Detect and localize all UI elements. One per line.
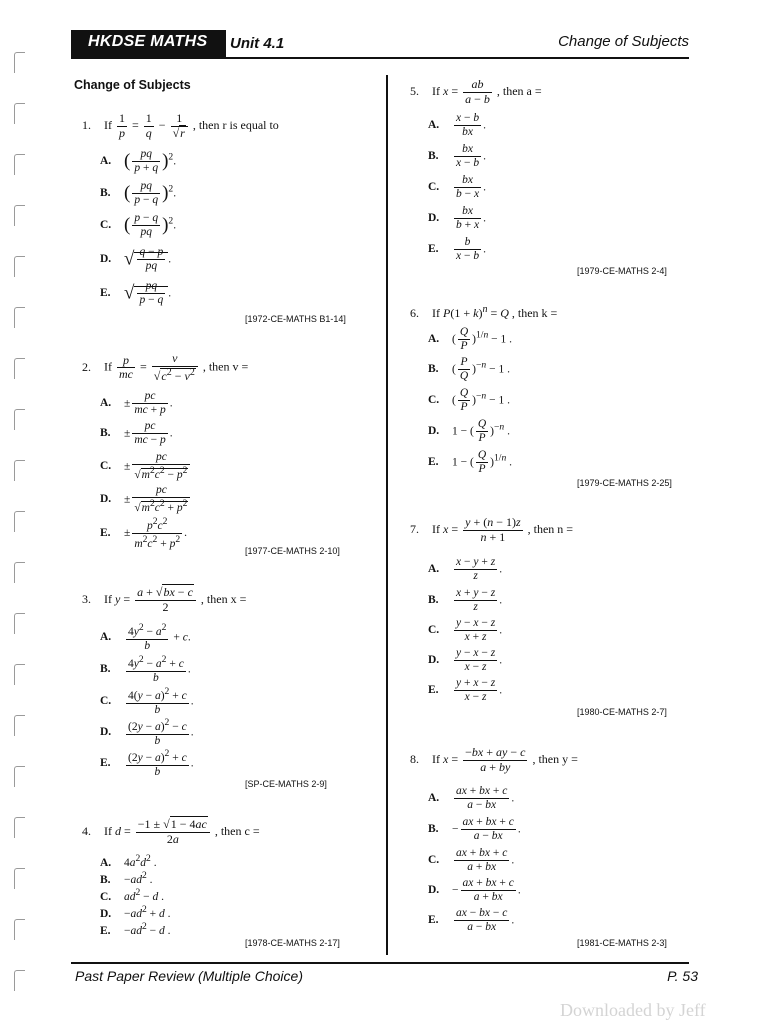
question-8-source: [1981-CE-MATHS 2-3]: [577, 938, 667, 948]
question-1-option-e: E. √ $\frac{pq}{p - q}$ .: [100, 280, 172, 307]
question-1: 1. If $\frac{1}{p}$ = $\frac{1}{q}$ − $\frac{1}{√r}$ , then r is equal to: [82, 111, 279, 140]
question-8-option-e: E. $\frac{ax - bx - c}{a - bx}$ .: [428, 907, 515, 934]
question-4-option-d: D. $-ad^2 + d$ .: [100, 904, 171, 920]
question-2-option-e: E. ± $\frac{p^2c^2}{m^2c^2 + p^2}$ .: [100, 516, 187, 550]
question-7-option-b: B. $\frac{x + y - z}{z}$ .: [428, 587, 503, 614]
question-5-text: , then a =: [496, 84, 542, 99]
question-8: 8. If x = $\frac{-bx + ay - c}{a + by}$ , then y =: [410, 745, 578, 774]
page-number: P. 53: [667, 968, 698, 984]
question-3-option-b: B. $\frac{4y^2 - a^2 + c}{b}$ .: [100, 654, 191, 685]
watermark: Downloaded by Jeff: [560, 1000, 706, 1020]
question-4-option-e: E. $-ad^2 - d$ .: [100, 921, 171, 937]
question-6-option-c: C. ( $\frac{Q}{P}$ )$^{-n}$ − 1 .: [428, 387, 510, 414]
question-7-option-a: A. $\frac{x - y + z}{z}$ .: [428, 556, 503, 583]
question-6-option-d: D. 1 − ( $\frac{Q}{P}$ )$^{-n}$ .: [428, 418, 510, 445]
question-1-option-a: A. ( $\frac{pq}{p + q}$ )$^2$.: [100, 148, 177, 175]
question-7-option-c: C. $\frac{y - x - z}{x + z}$ .: [428, 617, 503, 644]
question-1-text: , then r is equal to: [192, 118, 279, 133]
question-8-option-b: B. − $\frac{ax + bx + c}{a - bx}$ .: [428, 816, 521, 843]
question-2: 2. If $\frac{p}{mc}$ = $\frac{v}{√c^2 - v^2}$ , then v =: [82, 351, 249, 383]
question-2-option-c: C. ± $\frac{pc}{√m^2c^2 - p^2}$: [100, 451, 192, 482]
question-7-source: [1980-CE-MATHS 2-7]: [577, 707, 667, 717]
question-8-option-c: C. $\frac{ax + bx + c}{a + bx}$ .: [428, 847, 515, 874]
question-2-option-a: A. ± $\frac{pc}{mc + p}$ .: [100, 390, 173, 417]
question-6-option-a: A. ( $\frac{Q}{P}$ )$^{1/n}$ − 1 .: [428, 326, 512, 353]
question-7: 7. If x = $\frac{y + (n - 1)z}{n + 1}$ , then n =: [410, 515, 574, 544]
question-8-text: , then y =: [532, 752, 578, 767]
question-2-option-d: D. ± $\frac{pc}{√m^2c^2 + p^2}$: [100, 484, 192, 515]
question-6-text: , then k =: [511, 306, 558, 320]
question-5-option-a: A. $\frac{x - b}{bx}$ .: [428, 112, 486, 139]
question-3-source: [SP-CE-MATHS 2-9]: [245, 779, 327, 789]
header-rule: [71, 57, 689, 59]
question-4-text: , then c =: [214, 824, 260, 839]
question-3-option-a: A. $\frac{4y^2 - a^2}{b}$ + c.: [100, 622, 191, 653]
question-7-option-e: E. $\frac{y + x - z}{x - z}$ .: [428, 677, 503, 704]
question-5-option-d: D. $\frac{bx}{b + x}$ .: [428, 205, 486, 232]
question-5-option-c: C. $\frac{bx}{b - x}$ .: [428, 174, 486, 201]
question-6-option-b: B. ( $\frac{P}{Q}$ )$^{-n}$ − 1 .: [428, 356, 510, 383]
question-8-option-d: D. − $\frac{ax + bx + c}{a + bx}$ .: [428, 877, 521, 904]
question-7-text: , then n =: [527, 522, 574, 537]
question-3-option-c: C. $\frac{4(y - a)^2 + c}{b}$ .: [100, 686, 194, 717]
question-4-option-b: B. $-ad^2$ .: [100, 870, 153, 886]
section-title: Change of Subjects: [74, 78, 191, 92]
question-3-option-e: E. $\frac{(2y - a)^2 + c}{b}$ .: [100, 748, 194, 779]
question-5-option-e: E. $\frac{b}{x - b}$ .: [428, 236, 486, 263]
question-3-text: , then x =: [200, 592, 247, 607]
question-3: 3. If y = $\frac{a + √bx - c}{2}$ , then x =: [82, 585, 247, 614]
question-5-option-b: B. $\frac{bx}{x - b}$ .: [428, 143, 486, 170]
question-4-option-c: C. $ad^2 - d$ .: [100, 887, 165, 903]
question-6: 6. If $P(1 + k)^n = Q$ , then k =: [410, 304, 558, 320]
question-7-option-d: D. $\frac{y - x - z}{x - z}$ .: [428, 647, 503, 674]
question-2-text: , then v =: [202, 359, 249, 374]
binder-margin: [0, 0, 40, 1024]
question-8-option-a: A. $\frac{ax + bx + c}{a - bx}$ .: [428, 785, 515, 812]
question-2-source: [1977-CE-MATHS 2-10]: [245, 546, 340, 556]
column-divider: [386, 75, 388, 955]
question-1-option-c: C. ( $\frac{p - q}{pq}$ )$^2$.: [100, 212, 177, 239]
question-4-source: [1978-CE-MATHS 2-17]: [245, 938, 340, 948]
question-6-option-e: E. 1 − ( $\frac{Q}{P}$ )$^{1/n}$ .: [428, 449, 512, 476]
question-4: 4. If d = $\frac{-1 \pm √1 - 4ac}{2a}$ , then c =: [82, 817, 260, 846]
question-1-option-b: B. ( $\frac{pq}{p - q}$ )$^2$.: [100, 180, 177, 207]
question-1-source: [1972-CE-MATHS B1-14]: [245, 314, 346, 324]
footer-rule: [71, 962, 689, 964]
question-6-source: [1979-CE-MATHS 2-25]: [577, 478, 672, 488]
question-2-option-b: B. ± $\frac{pc}{mc - p}$ .: [100, 420, 173, 447]
question-1-option-d: D. √ $\frac{q - p}{pq}$ .: [100, 246, 172, 273]
question-3-option-d: D. $\frac{(2y - a)^2 - c}{b}$ .: [100, 717, 194, 748]
question-4-option-a: A. $4a^2d^2$ .: [100, 853, 157, 869]
header-subject: Change of Subjects: [558, 33, 689, 50]
header-title: HKDSE MATHS: [88, 33, 208, 50]
question-5-source: [1979-CE-MATHS 2-4]: [577, 266, 667, 276]
footer-left: Past Paper Review (Multiple Choice): [75, 968, 303, 984]
question-5: 5. If x = $\frac{ab}{a - b}$ , then a =: [410, 77, 542, 106]
header-unit: Unit 4.1: [230, 35, 285, 52]
